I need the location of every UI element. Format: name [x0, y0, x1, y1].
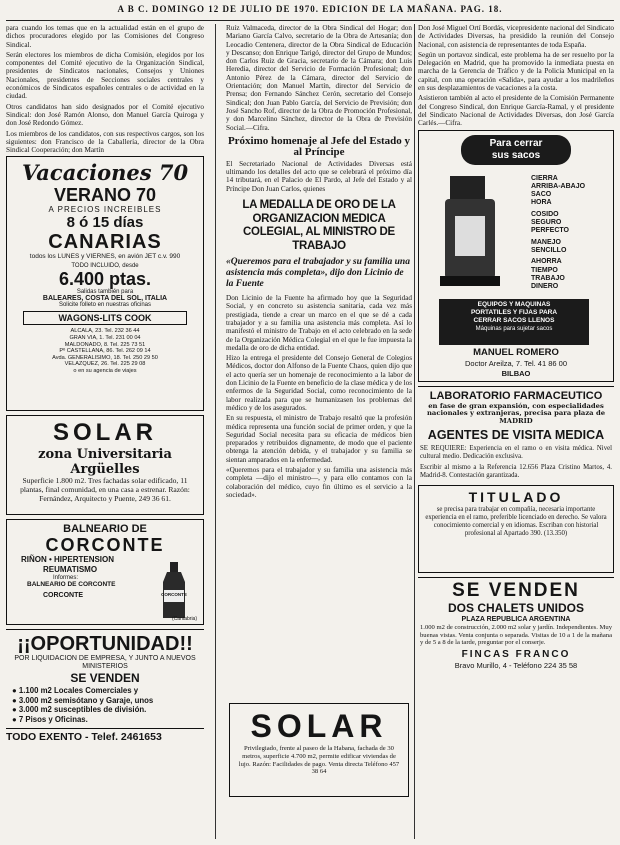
list-item: ● 1.100 m2 Locales Comerciales y [12, 686, 139, 696]
ad-mid-block: EQUIPOS Y MAQUINAS PORTATILES Y FIJAS PARA CERRAR SACOS LLENOS Máquinas para sujetar sacos [439, 299, 589, 345]
ad-title: BALNEARIO DE [63, 523, 147, 536]
ad-text: (Cantabria) [171, 616, 197, 623]
ad-title: CORCONTE [45, 535, 165, 556]
ad-feature-list: CIERRA ARRIBA-ABAJO SACO HORA COSIDO SEGURO PERFECTO MANEJO SENCILLO AHORRA TIEMPO TRABAJO DINERO [531, 174, 586, 291]
ad-list [6, 686, 204, 724]
article-paragraph: Asistieron también al acto el presidente de la Comisión Permanente del Congreso Sindical, don Enrique García-Ramal, y el presidente del Sindicato Nacional de Actividades Diversas, don José García Carlés.—Cifra. [418, 94, 614, 128]
ad-solar-2 [229, 703, 409, 797]
ad-text: PLAZA REPUBLICA ARGENTINA [461, 616, 571, 624]
ad-company: FINCAS FRANCO [461, 648, 571, 660]
ad-text: BALNEARIO DE CORCONTE [27, 581, 116, 589]
header-rule [6, 20, 614, 21]
column-divider [215, 24, 216, 839]
ad-title: TITULADO [468, 489, 564, 506]
ad-text: POR LIQUIDACION DE EMPRESA, Y JUNTO A NUEVOS MINISTERIOS [14, 655, 196, 671]
ad-text: REUMATISMO [43, 565, 98, 575]
article-paragraph: Hizo la entrega el presidente del Consejo General de Colegios Médicos, doctor don Alfonso de la Fuente Chaos, quien dijo que el acto quería ser un homenaje de reconocimiento a la labor de don Licinio de la Fuente en beneficio de la clase médica y de los enfermos de la Seguridad Social, como reconocimiento de la labor realizada para que se humanizasen los problemas del médico y de los asegurados. [226, 354, 412, 412]
ad-text: 1.000 m2 de construcción, 2.000 m2 solar y jardín. Independientes. Muy buenas vistas. Venta conjunta o separada. Visitas de 10 a 1 de la mañana y de 5 a 8 de la tarde, preguntar por el conserje. [420, 624, 612, 647]
ad-text: Privilegiado, frente al paseo de la Habana, fachada de 30 metros, superficie 4.700 m2, permite edificar viviendas de lujo. Razón: Facilidades de pago. Venta directa Teléfono 457 38 64 [238, 745, 400, 776]
column-divider [414, 24, 415, 839]
article-paragraph: El Secretariado Nacional de Actividades Diversas está ultimando los detalles del acto que se celebrará el próximo día 14 tributará, en el Palacio de El Pardo, al Jefe del Estado y al Príncipe Don Juan Carlos, quienes [226, 159, 412, 193]
ad-text: A PRECIOS INCREIBLES [48, 205, 162, 215]
ad-text: BILBAO [501, 368, 531, 378]
article-paragraph: para cuando los temas que en la actualidad están en el grupo de dichos procuradores elegido por las Comisiones del Congreso Sindical. [6, 24, 204, 49]
article-paragraph: Don José Miguel Ortí Bordás, vicepresidente nacional del Sindicato de Actividades Diversas, ha presidido la reunión del Consejo Nacional, con asistencia de representantes de toda España. [418, 24, 614, 49]
ad-main: AGENTES DE VISITA MEDICA [427, 427, 605, 442]
ad-text: BALEARES, COSTA DEL SOL, ITALIA [42, 295, 168, 303]
article-paragraph: Serán electores los miembros de dicha Comisión, elegidos por los componentes del Comité ejecutivo de la Organización Sindical, presidentes de Sindicatos nacionales, Consejos y Uniones Nacionales, presidentes de Secciones sociales centrales y económicos de Sindicatos españoles centrales o de actividad en la ciudad. [6, 50, 204, 101]
ad-text: Escribir al mismo a la Referencia 12.656 Plaza Cristino Martos, 4. Madrid-8. Contestación garantizada. [420, 463, 612, 479]
ad-text: Superficie 1.800 m2. Tres fachadas solar edificado, 11 plantas, final comunidad, en una casa a estrenar. Razón: Fernández, Arquitecto y Puente, 249 36 61. [20, 476, 190, 504]
ad-balneario [6, 519, 204, 625]
ad-text: se precisa para trabajar en compañía, necesaria importante experiencia en el ramo, preferible licenciado en derecho. Se valora conocimiento comercial y en idiomas. Escriban con historial profesional al Apartado 390. (13.350) [425, 506, 607, 538]
ad-subtitle: zona Universitaria Argüelles [38, 447, 172, 478]
ad-text: 8 ó 15 días [66, 214, 144, 232]
list-item: ● 7 Pisos y Oficinas. [12, 714, 88, 724]
ad-text: SE VENDEN [70, 671, 140, 686]
ad-title: SOLAR [53, 419, 157, 447]
ad-brand: WAGONS-LITS COOK [23, 311, 187, 325]
ad-laboratorio [418, 386, 614, 486]
ad-destination: CANARIAS [48, 231, 162, 254]
article-paragraph: Según un portavoz sindical, este problema ha de ser resuelto por la Delegación en Madrid, que ha promovido la inmediata puesta en marcha de la Gerencia de Tráfico y de la Policía Municipal en la capital, con una operación «Salida», para ayudar a los madrileños en sus desplazamientos de vacaciones a la costa. [418, 50, 614, 93]
ad-text: CORCONTE [43, 592, 84, 600]
ad-text: SE REQUIERE: Experiencia en el ramo o en visita médica. Nivel cultural medio. Dedicación exclusiva. [420, 444, 612, 461]
ad-text: Bravo Murillo, 4 - Teléfono 224 35 58 [454, 660, 578, 670]
column-middle [226, 24, 412, 501]
sewing-machine-icon [425, 171, 525, 291]
list-item: ● 3.000 m2 susceptibles de división. [12, 705, 147, 715]
list-item: ● 3.000 m2 semisótano y Garaje, unos [12, 695, 154, 705]
ad-text: Solicite folleto en nuestras oficinas [58, 302, 152, 309]
article-paragraph: En su respuesta, el ministro de Trabajo resaltó que la profesión médica representa una función social de primer orden, y que la Seguridad Social necesita para su eficacia de médicos bien preparados y retribuidos dignamente, de modo que el paciente obtenga la atención debida, y el trabajador y su familia se sientan amparados en la enfermedad. [226, 414, 412, 464]
article-paragraph: Los miembros de los candidatos, con sus respectivos cargos, son los siguientes: don Francisco de la Caballería, director de la Obra Sindical Cooperación; don Martín [6, 129, 204, 155]
ad-solar [6, 415, 204, 515]
headline-main: LA MEDALLA DE ORO DE LA ORGANIZACION MEDICA COLEGIAL, AL MINISTRO DE TRABAJO [242, 199, 396, 252]
column-right [418, 24, 614, 672]
article-paragraph: Otros candidatos han sido designados por el Comité ejecutivo Sindical: don José Ramón Alonso, don Manuel García Quiroga y don José Redondo Gómez. [6, 102, 204, 128]
ad-text: Informes: [53, 575, 79, 582]
ad-text: todos los LUNES y VIERNES, en avión JET c.v. 990 [29, 253, 181, 261]
ad-text: en fase de gran expansión, con especialidades nacionales y extranjeras, precisa para plaza de MADRID [426, 401, 606, 426]
article-paragraph: Ruíz Valmaceda, director de la Obra Sindical del Hogar; don Mariano García Calvo, secretario de la Obra de Artesanía; don Leocadio Centenera, director de la Obra Sindical de Educación y Descanso; don Enrique Tarigó, director del Grupo de Mundos; don Carlos Ruiz de Gracia, secretario de la Cámara; don Luis Heredia, director del Servicio de Formación Profesional; don Antonio Pérez de la Cámara, director del Servicio de Orientación; don Manuel Martín, director del Servicio de Prensa; don Fernando Sánchez Cerón, secretario del Consejo Sindical; don Juan Pablo García, del Servicio de Previsión; don José Sancho Rof, director de la Obra de Promoción Profesional, y don Marcelino Sánchez, director de la Obra de Previsión Social.—Cifra. [226, 24, 412, 132]
ad-brand: MANUEL ROMERO [473, 346, 559, 358]
ad-title: SE VENDEN [452, 580, 580, 602]
ad-text: TODO INCLUIDO, desde [71, 263, 139, 270]
ad-vacaciones [6, 156, 204, 411]
lead-text: «Queremos para el trabajador y su familia una asistencia más completa», dijo don Licinio de la Fuente [226, 257, 410, 290]
article-paragraph: Don Licinio de la Fuente ha afirmado hoy que la Seguridad Social, y en concreto su asistencia sanitaria, cada vez más prestigiada, tiende a crear un marco en el que se dé a cada trabajador y a su familia una asistencia más completa. Así lo manifestó el ministro de Trabajo en el acto celebrado en la sede de la Organización Médica Colegial en el que le fue impuesta la medalla de oro de dicha entidad. [226, 294, 412, 352]
ad-title: Vacaciones 70 [21, 160, 189, 186]
ad-title: SOLAR [250, 708, 388, 744]
ad-text: RIÑON • HIPERTENSION [21, 555, 115, 565]
column-left [6, 24, 204, 743]
ad-tailor [418, 130, 614, 382]
ad-footer: TODO EXENTO - Telef. 2461653 [6, 728, 204, 743]
page-header: A B C. DOMINGO 12 DE JULIO DE 1970. EDICION DE LA MAÑANA. PAG. 18. [117, 4, 503, 14]
ad-subtitle: DOS CHALETS UNIDOS [447, 601, 584, 616]
ad-subtitle: VERANO 70 [53, 185, 157, 206]
article-paragraph: «Queremos para el trabajador y su familia una asistencia más completa —dijo el ministro—, y para ello contamos con la colaboración del médico, cuyo fin último es el servicio a la sociedad». [226, 465, 412, 499]
bottle-icon: CORCONTE [155, 560, 193, 620]
ad-banner: Para cerrar sus sacos [461, 135, 571, 165]
headline: Próximo homenaje al Jefe del Estado y al Príncipe [227, 134, 411, 158]
ad-text: Doctor Areilza, 7. Tel. 41 86 00 [464, 358, 567, 368]
ad-title: ¡¡OPORTUNIDAD!! [17, 633, 193, 656]
ad-price: 6.400 ptas. [58, 269, 152, 290]
ad-titulado [418, 485, 614, 573]
ad-text: Salidas también para [76, 289, 134, 296]
ad-oportunidad [6, 629, 204, 743]
ad-title: LABORATORIO FARMACEUTICO [429, 389, 603, 402]
ad-se-venden [418, 577, 614, 672]
ad-addresses: ALCALA, 23. Tel. 232 36 44 GRAN VIA, 1. Tel. 231 00 04 MALDONADO, 8. Tel. 225 73 51 Pº CASTELLANA, 86. Tel. 262 09 14 Avda. GENERALISIMO, 18. Tel. 250 29 50 VELAZQUEZ, 26. Tel. 225 29 08 o en su agencia de viajes [52, 328, 158, 375]
